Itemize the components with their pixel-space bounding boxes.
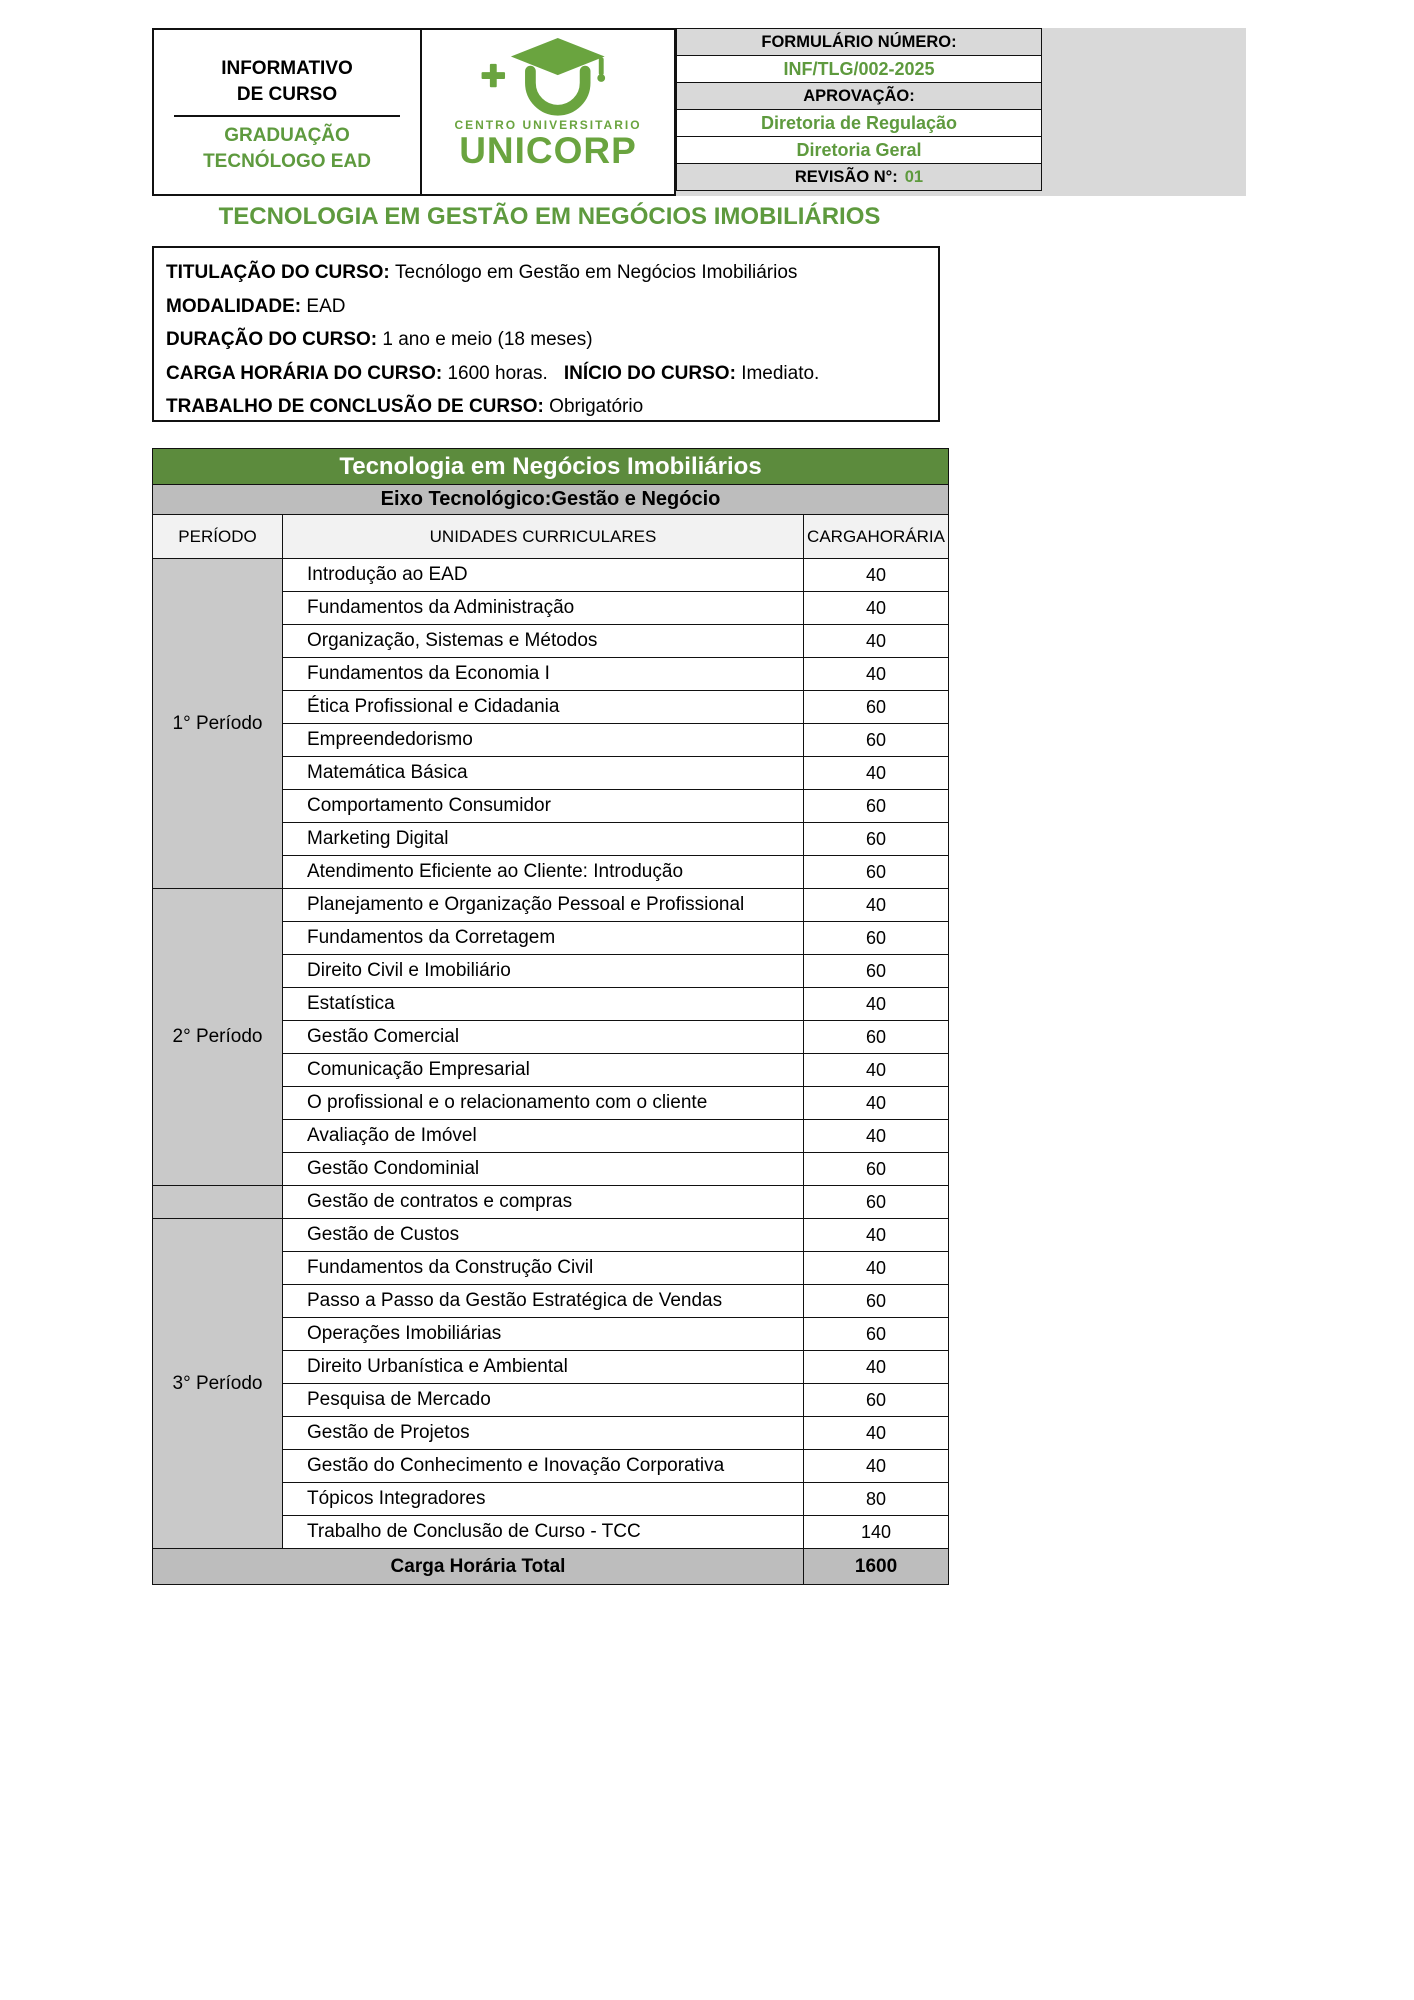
info-value: 1600 horas. — [447, 362, 548, 384]
info-label: CARGA HORÁRIA DO CURSO: — [166, 362, 448, 384]
table-subtitle: Eixo Tecnológico:Gestão e Negócio — [153, 485, 949, 515]
column-header-unidades: UNIDADES CURRICULARES — [283, 515, 804, 559]
form-revisao-row — [676, 163, 1042, 191]
course-hours: 40 — [804, 1087, 949, 1120]
info-row — [166, 357, 926, 391]
course-hours: 40 — [804, 889, 949, 922]
course-hours: 40 — [804, 1120, 949, 1153]
course-name: Planejamento e Organização Pessoal e Profissional — [283, 889, 804, 922]
unicorp-logo — [422, 30, 674, 194]
course-hours: 40 — [804, 658, 949, 691]
info-row — [166, 323, 926, 357]
table-subtitle-row — [153, 485, 949, 515]
info-label: TITULAÇÃO DO CURSO: — [166, 262, 396, 283]
info-label: INÍCIO DO CURSO: — [563, 362, 742, 384]
course-name: Avaliação de Imóvel — [283, 1120, 804, 1153]
course-hours: 60 — [804, 856, 949, 889]
course-name: Gestão de Custos — [283, 1219, 804, 1252]
course-row — [153, 1186, 949, 1219]
logo-institution-text: CENTRO UNIVERSITARIO — [454, 118, 642, 132]
course-name: Direito Civil e Imobiliário — [283, 955, 804, 988]
graduacao-line2: TECNÓLOGO EAD — [203, 150, 371, 172]
course-hours: 60 — [804, 955, 949, 988]
course-hours: 40 — [804, 988, 949, 1021]
curriculum-table-body — [153, 559, 949, 1549]
course-name: Comportamento Consumidor — [283, 790, 804, 823]
info-value: EAD — [306, 295, 346, 317]
course-name: Trabalho de Conclusão de Curso - TCC — [283, 1516, 804, 1549]
course-row — [153, 559, 949, 592]
course-hours: 40 — [804, 757, 949, 790]
period-cell: 1° Período — [153, 559, 283, 889]
page-title: TECNOLOGIA EM GESTÃO EM NEGÓCIOS IMOBILIÁRIOS — [218, 203, 881, 230]
course-hours: 60 — [804, 790, 949, 823]
info-row — [166, 390, 926, 424]
course-hours: 60 — [804, 823, 949, 856]
course-name: Direito Urbanística e Ambiental — [283, 1351, 804, 1384]
course-hours: 80 — [804, 1483, 949, 1516]
info-value: 1 ano e meio (18 meses) — [382, 329, 593, 350]
course-name: Estatística — [283, 988, 804, 1021]
course-hours: 140 — [804, 1516, 949, 1549]
course-hours: 40 — [804, 1351, 949, 1384]
form-aprovacao-value-2: Diretoria Geral — [676, 136, 1042, 164]
course-hours: 60 — [804, 1285, 949, 1318]
informativo-line2: DE CURSO — [236, 83, 338, 105]
document-header — [152, 28, 1246, 196]
course-name: Comunicação Empresarial — [283, 1054, 804, 1087]
course-name: Operações Imobiliárias — [283, 1318, 804, 1351]
course-name: Gestão do Conhecimento e Inovação Corporativa — [283, 1450, 804, 1483]
course-name: Pesquisa de Mercado — [283, 1384, 804, 1417]
course-name: Atendimento Eficiente ao Cliente: Introdução — [283, 856, 804, 889]
course-hours: 40 — [804, 559, 949, 592]
course-row — [153, 889, 949, 922]
course-hours: 60 — [804, 1186, 949, 1219]
course-name: Matemática Básica — [283, 757, 804, 790]
period-cell: 2° Período — [153, 889, 283, 1186]
course-hours: 60 — [804, 1153, 949, 1186]
total-hours: 1600 — [804, 1549, 949, 1585]
course-name: Fundamentos da Administração — [283, 592, 804, 625]
form-aprovacao-label: APROVAÇÃO: — [676, 82, 1042, 110]
column-header-periodo: PERÍODO — [153, 515, 283, 559]
course-name: Fundamentos da Economia I — [283, 658, 804, 691]
period-cell — [153, 1186, 283, 1219]
form-revisao-value: 01 — [904, 167, 924, 186]
informativo-line1: INFORMATIVO — [221, 57, 353, 79]
info-box — [152, 246, 940, 422]
table-title: Tecnologia em Negócios Imobiliários — [153, 449, 949, 485]
curriculum-table — [152, 448, 949, 1585]
course-name: Gestão de contratos e compras — [283, 1186, 804, 1219]
curriculum-section — [152, 448, 948, 1585]
course-hours: 60 — [804, 1318, 949, 1351]
header-divider — [174, 115, 400, 117]
info-label: DURAÇÃO DO CURSO: — [166, 329, 383, 350]
info-label: MODALIDADE: — [166, 295, 307, 317]
course-hours: 40 — [804, 1054, 949, 1087]
course-row — [153, 1219, 949, 1252]
info-value: Imediato. — [741, 362, 820, 384]
course-name: Organização, Sistemas e Métodos — [283, 625, 804, 658]
graduacao-line1: GRADUAÇÃO — [224, 124, 350, 146]
info-label: TRABALHO DE CONCLUSÃO DE CURSO: — [166, 396, 550, 417]
info-row — [166, 256, 926, 290]
course-hours: 60 — [804, 1021, 949, 1054]
course-hours: 40 — [804, 1252, 949, 1285]
course-name: Gestão de Projetos — [283, 1417, 804, 1450]
table-column-header-row — [153, 515, 949, 559]
course-name: Ética Profissional e Cidadania — [283, 691, 804, 724]
course-name: Empreendedorismo — [283, 724, 804, 757]
form-aprovacao-value-1: Diretoria de Regulação — [676, 109, 1042, 137]
course-hours: 40 — [804, 1219, 949, 1252]
course-hours: 40 — [804, 625, 949, 658]
graduation-cap-icon — [458, 36, 638, 120]
course-hours: 40 — [804, 592, 949, 625]
column-header-carga: CARGAHORÁRIA — [804, 515, 949, 559]
course-hours: 60 — [804, 691, 949, 724]
info-value: Obrigatório — [549, 396, 644, 417]
course-name: Tópicos Integradores — [283, 1483, 804, 1516]
logo-brand-text: UNICORP — [459, 130, 637, 171]
form-info-panel — [676, 28, 1246, 196]
header-title-box — [152, 28, 676, 196]
course-name: Introdução ao EAD — [283, 559, 804, 592]
course-name: Fundamentos da Construção Civil — [283, 1252, 804, 1285]
course-hours: 40 — [804, 1450, 949, 1483]
total-label: Carga Horária Total — [153, 1549, 804, 1585]
course-name: Gestão Comercial — [283, 1021, 804, 1054]
info-value: Tecnólogo em Gestão em Negócios Imobiliários — [395, 262, 798, 283]
course-name: Passo a Passo da Gestão Estratégica de Vendas — [283, 1285, 804, 1318]
info-row — [166, 290, 926, 324]
course-informative-block — [154, 30, 422, 194]
total-row — [153, 1549, 949, 1585]
form-revisao-label: REVISÃO N°: — [794, 167, 898, 186]
form-numero-label: FORMULÁRIO NÚMERO: — [676, 28, 1042, 56]
course-hours: 60 — [804, 1384, 949, 1417]
form-numero-value: INF/TLG/002-2025 — [676, 55, 1042, 83]
course-hours: 60 — [804, 922, 949, 955]
course-hours: 60 — [804, 724, 949, 757]
period-cell: 3° Período — [153, 1219, 283, 1549]
course-name: O profissional e o relacionamento com o cliente — [283, 1087, 804, 1120]
table-title-row — [153, 449, 949, 485]
course-hours: 40 — [804, 1417, 949, 1450]
course-name: Gestão Condominial — [283, 1153, 804, 1186]
course-name: Fundamentos da Corretagem — [283, 922, 804, 955]
course-name: Marketing Digital — [283, 823, 804, 856]
